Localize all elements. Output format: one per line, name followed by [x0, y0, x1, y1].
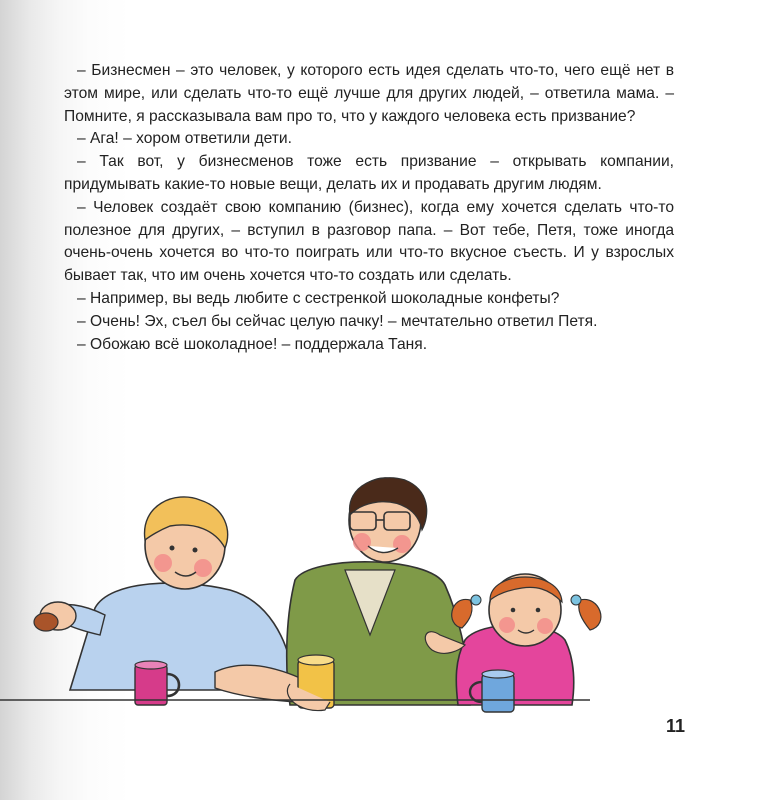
- paragraph-3: – Так вот, у бизнесменов тоже есть призвание – открывать компании, придумывать какие-то новые вещи, делать их и продавать другим людям.: [64, 153, 674, 193]
- paragraph-5: – Например, вы ведь любите с сестренкой шоколадные конфеты?: [77, 289, 560, 307]
- paragraph-4: – Человек создаёт свою компанию (бизнес), когда ему хочется сделать что-то полезное для других, – вступил в разговор папа. – Вот тебе, Петя, тоже иногда очень-очень хочется во что-то поиграть или что-то вкусное съесть. И у взрослых бывает так, что им очень хочется что-то создать или сделать.: [64, 198, 674, 285]
- paragraph-7: – Обожаю всё шоколадное! – поддержала Таня.: [77, 335, 428, 353]
- family-illustration: [0, 460, 770, 800]
- story-text: [64, 60, 674, 356]
- paragraph-2: – Ага! – хором ответили дети.: [77, 130, 292, 148]
- paragraph-1: – Бизнесмен – это человек, у которого есть идея сделать что-то, чего ещё нет в этом мире, или сделать что-то ещё лучше для других людей, – ответила мама. – Помните, я рассказывала вам про то, что у каждого человека есть призвание?: [64, 62, 674, 125]
- paragraph-6: – Очень! Эх, съел бы сейчас целую пачку! – мечтательно ответил Петя.: [77, 312, 598, 330]
- dad-figure: [215, 478, 470, 705]
- page-number: 11: [666, 716, 686, 736]
- boy-figure: [34, 497, 295, 690]
